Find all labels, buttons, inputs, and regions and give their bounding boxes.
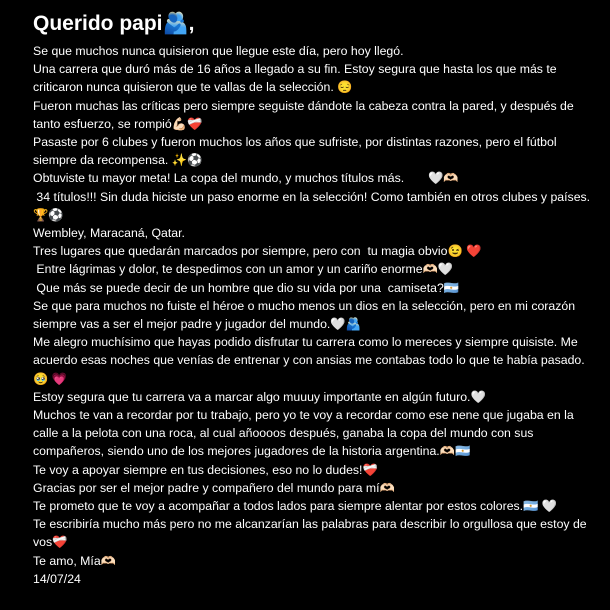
note-paragraph: Te voy a apoyar siempre en tus decisiones, eso no lo dudes!❤️‍🩹	[33, 462, 378, 477]
note-paragraph: Fueron muchas las críticas pero siempre seguiste dándote la cabeza contra la pared, y después de tanto esfuerzo, se rompió💪🏻❤️‍🩹	[33, 98, 578, 131]
note-paragraph: Se que para muchos no fuiste el héroe o mucho menos un dios en la selección, pero en mi corazón siempre vas a ser el mejor padre y jugador del mundo.🤍🫂	[33, 298, 579, 332]
note-paragraph: Obtuviste tu mayor meta! La copa del mundo, y muchos títulos más. 🤍🫶🏻	[33, 171, 459, 186]
note-paragraph: Gracias por ser el mejor padre y compañero del mundo para mí🫶🏻	[33, 480, 395, 495]
note-title[interactable]: Querido papi🫂,	[33, 12, 195, 35]
note-paragraph: Tres lugares que quedarán marcados por siempre, pero con tu magia obvio😉 ❤️	[33, 244, 482, 259]
note-paragraph: Estoy segura que tu carrera va a marcar algo muuuy importante en algún futuro.🤍	[33, 389, 486, 404]
note-paragraph: Se que muchos nunca quisieron que llegue este día, pero hoy llegó.	[33, 44, 404, 58]
note-paragraph: Una carrera que duró más de 16 años a llegado a su fin. Estoy segura que hasta los que más te criticaron nunca quisieron que te vallas de la selección. 😔	[33, 62, 561, 95]
note-paragraph: Entre lágrimas y dolor, te despedimos con un amor y un cariño enorme🫶🏻🤍	[33, 262, 454, 277]
note-paragraph: Wembley, Maracaná, Qatar.	[33, 226, 185, 241]
note-paragraph: Te escribiría mucho más pero no me alcanzarían las palabras para describir lo orgullosa que estoy de vos❤️‍🩹	[33, 517, 591, 550]
note-paragraph: Muchos te van a recordar por tu trabajo, pero yo te voy a recordar como ese nene que jugaba en la calle a la pelota con una roca, al cual añoooos después, ganaba la copa del mundo con sus compañeros, siendo uno de los mejores jugadores de la historia argentina.🫶🏻🇦🇷	[33, 408, 578, 459]
note-paragraph: Te prometo que te voy a acompañar a todos lados para siempre alentar por estos colores.🇦🇷 🤍	[33, 499, 558, 514]
note-paragraph: 34 títulos!!! Sin duda hiciste un paso enorme en la selección! Como también en otros clubes y países. 🏆⚽	[33, 189, 594, 222]
note-paragraph: Pasaste por 6 clubes y fueron muchos los años que sufriste, por distintas razones, pero el fútbol siempre da recompensa. ✨⚽	[33, 135, 561, 168]
note-body[interactable]	[33, 42, 596, 588]
note-paragraph: Que más se puede decir de un hombre que dio su vida por una camiseta?🇦🇷	[33, 280, 460, 295]
note-signature: Te amo, Mía🫶🏻	[33, 553, 116, 568]
note-date: 14/07/24	[33, 571, 81, 586]
note-paragraph: Me alegro muchísimo que hayas podido disfrutar tu carrera como lo mereces y siempre quisiste. Me acuerdo esas noches que venías de entrenar y con ansias me contabas todo lo que te había pasado.🥹 💗	[33, 335, 585, 386]
